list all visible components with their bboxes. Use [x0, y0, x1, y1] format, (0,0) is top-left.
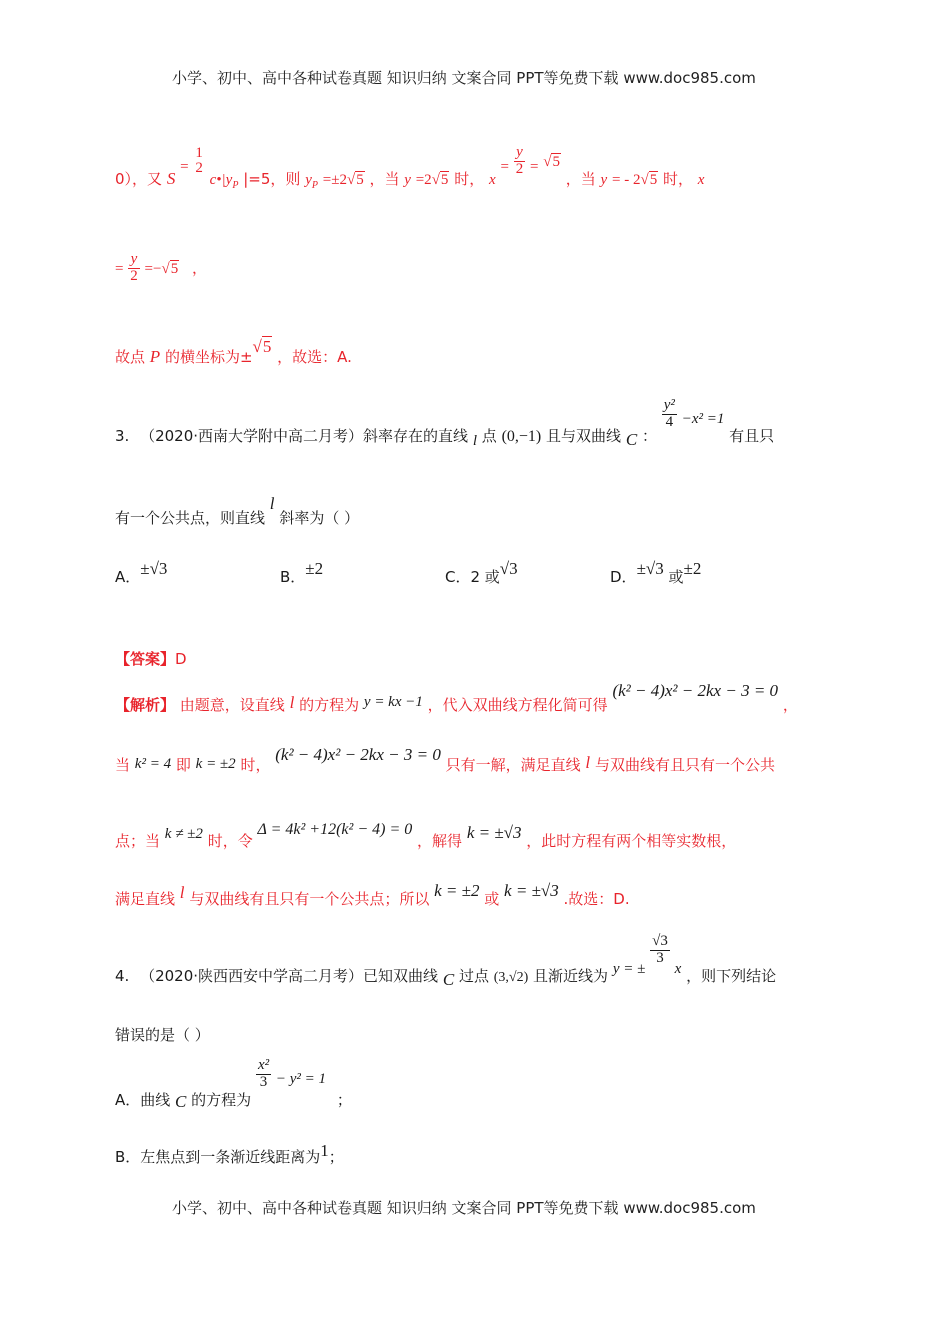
- equation: k = ±√3: [466, 823, 522, 842]
- analysis-tag: 【解析】: [115, 696, 176, 714]
- sqrt: √5: [543, 153, 560, 170]
- radicand: 5: [649, 171, 658, 188]
- sqrt: √5: [346, 171, 364, 188]
- text: ；: [328, 1148, 344, 1166]
- equation: k = ±√3: [504, 881, 559, 900]
- text: 满足直线: [115, 890, 176, 908]
- question-number: 4.: [115, 966, 130, 985]
- text: 与双曲线有且只有一个公共点；所以: [189, 890, 430, 908]
- var-y: y: [600, 171, 608, 188]
- text: 且渐近线为: [533, 966, 609, 985]
- question-text: （2020·西南大学附中高二月考）斜率存在的直线: [140, 426, 469, 445]
- subscript: P: [232, 179, 239, 191]
- denominator: 3: [259, 1073, 268, 1090]
- option-value: ±2: [305, 559, 324, 578]
- equals: =: [115, 260, 124, 277]
- text: 过点: [458, 966, 489, 985]
- q4-option-b[interactable]: [115, 1140, 344, 1166]
- page-footer: 小学、初中、高中各种试卷真题 知识归纳 文案合同 PPT等免费下载 www.doc985.com: [172, 1199, 756, 1217]
- option-label: A．曲线: [115, 1090, 171, 1109]
- var-c: C: [442, 969, 455, 989]
- text: ，此时方程有两个相等实数根，: [526, 832, 737, 850]
- equation: y = ±: [612, 960, 646, 977]
- numerator: √3: [652, 933, 668, 949]
- option-value: ±2: [683, 559, 702, 578]
- denominator: 2: [195, 160, 203, 177]
- text: ，故选：A.: [277, 348, 352, 366]
- text: =−: [144, 260, 162, 277]
- equation: k ≠ ±2: [164, 826, 203, 842]
- text: 点: [481, 426, 497, 445]
- text: 点；当: [115, 832, 161, 850]
- comma: ，: [191, 258, 207, 277]
- var-x: x: [697, 171, 705, 188]
- fraction-half: [193, 146, 205, 178]
- option-value: ±√3: [636, 559, 664, 578]
- option-value: 1: [320, 1141, 329, 1160]
- q3-analysis-line-4: [115, 874, 630, 910]
- numerator: x²: [257, 1057, 270, 1073]
- solution-line-2: [115, 252, 207, 285]
- text: 斜率为（ ）: [279, 509, 360, 527]
- var-y: y: [305, 171, 312, 188]
- text: .故选：D.: [563, 890, 630, 908]
- text: ，解得: [417, 832, 463, 850]
- q4-line-1: [115, 933, 777, 989]
- var-l: l: [269, 494, 275, 513]
- radicand: 5: [170, 260, 179, 277]
- solution-line-3: [115, 336, 352, 366]
- equation: (k² − 4)x² − 2kx − 3 = 0: [612, 681, 779, 700]
- denominator: 2: [515, 160, 524, 177]
- q3-analysis-line-2: [115, 744, 775, 780]
- text: = - 2: [612, 171, 641, 188]
- option-text: B．左焦点到一条渐近线距离为: [115, 1148, 321, 1166]
- radicand: 5: [552, 153, 560, 170]
- equation: y = kx −1: [363, 694, 423, 710]
- sqrt: √5: [161, 260, 179, 277]
- text: 时，令: [207, 832, 253, 850]
- text: ：: [641, 426, 657, 445]
- q3-answer: [115, 648, 187, 669]
- option-label: D．: [610, 568, 637, 586]
- option-label: C．2 或: [445, 568, 500, 586]
- text: 时，: [240, 756, 271, 774]
- equation: k = ±2: [195, 756, 236, 772]
- sqrt: √5: [640, 171, 658, 188]
- equals: =: [500, 158, 509, 175]
- text: 0），又: [115, 169, 163, 188]
- equals: =: [180, 158, 189, 175]
- equation-tail: −x² =1: [681, 410, 725, 427]
- var-x: x: [674, 960, 682, 977]
- text: ，: [782, 696, 798, 714]
- var-c: C: [175, 1091, 187, 1111]
- answer-value: D: [175, 650, 187, 668]
- q3-analysis-line-1: [115, 680, 798, 716]
- text: ；: [336, 1090, 352, 1109]
- text: =2: [415, 171, 432, 188]
- equation: (k² − 4)x² − 2kx − 3 = 0: [275, 745, 441, 764]
- text: c•|y: [209, 171, 233, 188]
- point-value: (3,√2): [493, 969, 529, 985]
- q3-line-1: [115, 397, 775, 449]
- equation: k² = 4: [134, 756, 172, 772]
- text: 即: [175, 756, 191, 774]
- numerator: y: [128, 252, 140, 269]
- q4-option-a[interactable]: [115, 1057, 352, 1111]
- text: 的横坐标为±: [164, 348, 253, 366]
- equation: k = ±2: [434, 881, 480, 900]
- point-value: (0,−1): [501, 427, 542, 445]
- text: ，则下列结论: [686, 966, 777, 985]
- text: 只有一解，满足直线: [445, 756, 581, 774]
- var-x: x: [489, 171, 496, 188]
- question-text: （2020·陕西西安中学高二月考）已知双曲线: [140, 966, 439, 985]
- equation-tail: − y² = 1: [275, 1070, 327, 1087]
- text: 时，: [662, 169, 693, 188]
- fraction-y2-over-4: [662, 398, 677, 431]
- solution-line-1: [115, 145, 704, 195]
- text: ，当: [565, 169, 596, 188]
- text: 时，: [454, 169, 485, 188]
- var-y: y: [404, 171, 411, 188]
- text: 当: [115, 756, 131, 774]
- numerator: y: [514, 145, 526, 162]
- subscript: P: [311, 179, 318, 191]
- option-value: √3: [499, 559, 518, 578]
- option-label: A．: [115, 568, 141, 586]
- equation: Δ = 4k² +12(k² − 4) = 0: [257, 821, 413, 838]
- text: |=5，则: [243, 169, 301, 188]
- var-l: l: [179, 883, 185, 902]
- denominator: 2: [130, 267, 138, 284]
- text: ，代入双曲线方程化简可得: [427, 696, 608, 714]
- var-l: l: [289, 693, 295, 712]
- denominator: 4: [665, 413, 674, 430]
- question-number: 3.: [115, 426, 130, 445]
- fraction-y-over-2: [128, 252, 140, 285]
- text: 的方程为: [299, 696, 360, 714]
- text: 由题意，设直线: [179, 696, 285, 714]
- equals: =: [529, 158, 539, 175]
- fraction-sqrt3-over-3: [650, 934, 670, 967]
- q4-line-2: [115, 1024, 210, 1045]
- fraction-x2-over-3: [256, 1058, 271, 1091]
- radicand: 5: [262, 337, 272, 356]
- q3-line-2: [115, 494, 360, 527]
- question-text: 错误的是（ ）: [115, 1026, 210, 1044]
- option-label: B．: [280, 568, 306, 586]
- q3-analysis-line-3: [115, 818, 736, 854]
- radicand: 5: [440, 171, 449, 188]
- page-header: 小学、初中、高中各种试卷真题 知识归纳 文案合同 PPT等免费下载 www.doc985.com: [172, 69, 756, 87]
- text: 且与双曲线: [546, 426, 622, 445]
- denominator: 3: [656, 949, 664, 966]
- var-c: C: [625, 429, 638, 449]
- text: 有一个公共点，则直线: [115, 509, 266, 527]
- fraction-y-over-2: [514, 145, 526, 178]
- q3-option-a[interactable]: [115, 558, 168, 586]
- q3-option-b[interactable]: [280, 558, 324, 586]
- radicand: 5: [356, 171, 364, 188]
- var-l: l: [472, 432, 477, 449]
- answer-tag: 【答案】: [115, 650, 176, 668]
- text: =±2: [322, 171, 347, 188]
- text: ，当: [369, 169, 400, 188]
- q3-option-d[interactable]: [610, 558, 702, 586]
- var-l: l: [585, 753, 591, 772]
- numerator: 1: [195, 144, 203, 161]
- numerator: y²: [663, 397, 675, 413]
- sqrt: √5: [431, 171, 449, 188]
- q3-option-c[interactable]: [445, 558, 518, 586]
- option-text: 或: [668, 568, 684, 586]
- text: 与双曲线有且只有一个公共: [594, 756, 775, 774]
- var-s: S: [166, 168, 176, 188]
- text: 有且只: [729, 426, 775, 445]
- text: 的方程为: [191, 1090, 252, 1109]
- var-p: P: [149, 347, 161, 366]
- text: 故点: [115, 348, 146, 366]
- option-value: ±√3: [140, 559, 168, 578]
- sqrt: √5: [252, 337, 272, 356]
- text: 或: [484, 890, 500, 908]
